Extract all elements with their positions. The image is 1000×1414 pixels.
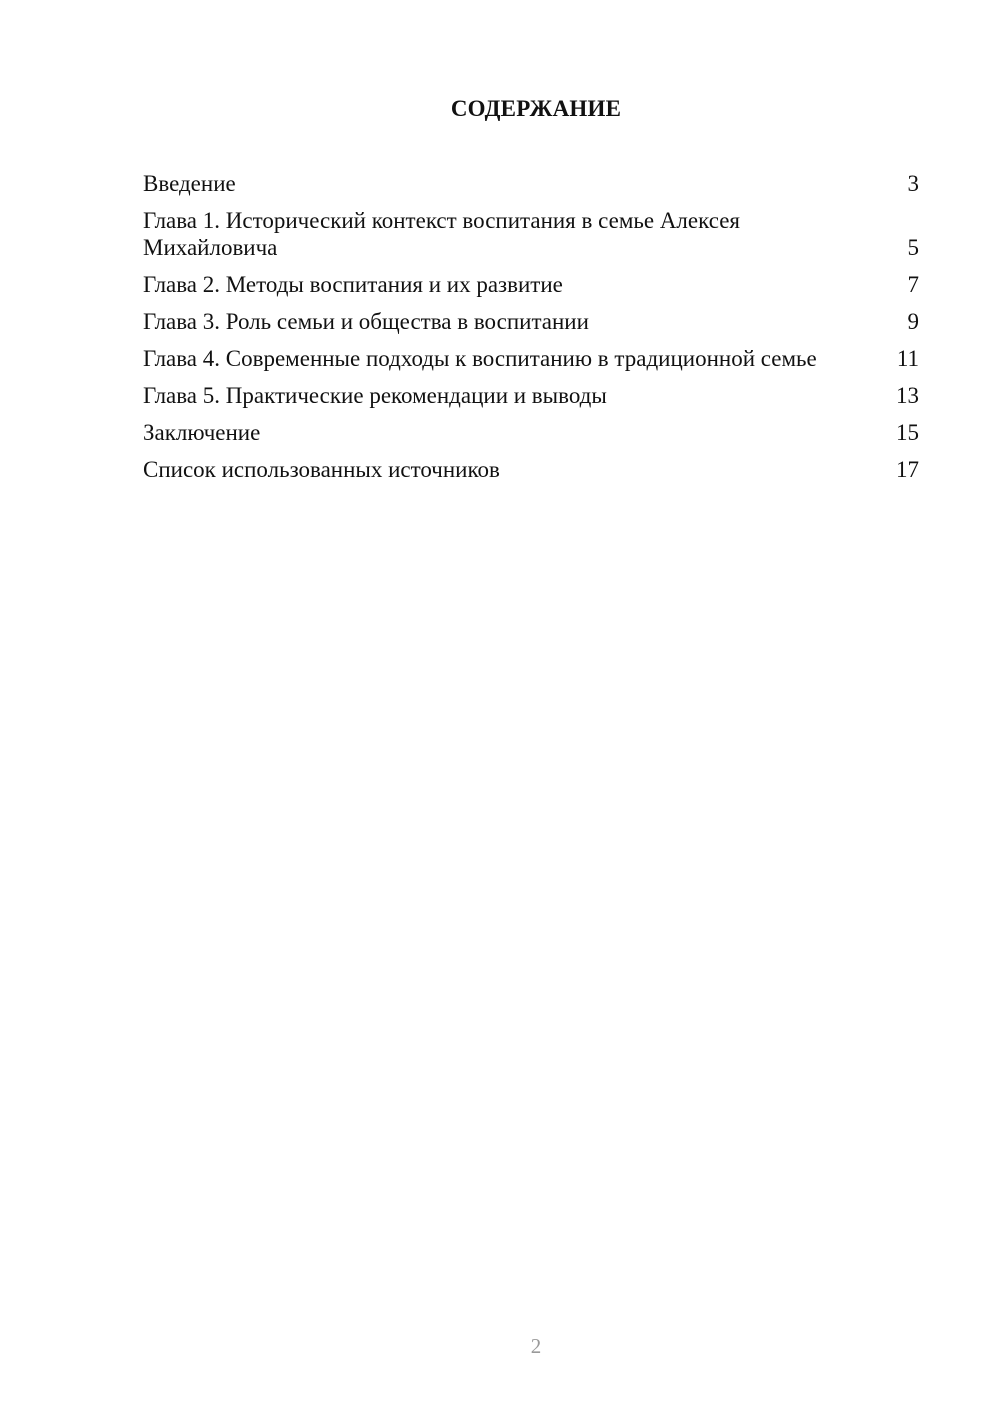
toc-entry-text: Глава 5. Практические рекомендации и выводы xyxy=(143,383,607,408)
toc-entry-text: Глава 4. Современные подходы к воспитанию в традиционной семье xyxy=(143,346,817,371)
toc-entry-page: 5 xyxy=(907,235,919,260)
toc-entry-page: 15 xyxy=(896,420,919,445)
toc-entry-chapter-3 xyxy=(143,308,919,335)
toc-entry-page: 11 xyxy=(896,346,919,371)
toc-entry-text: Глава 3. Роль семьи и общества в воспитании xyxy=(143,309,589,334)
toc-entry-references xyxy=(143,456,919,483)
toc-entry-chapter-1 xyxy=(143,207,919,261)
toc-entry-text: Введение xyxy=(143,171,236,196)
toc-entry-chapter-5 xyxy=(143,382,919,409)
toc-entry-text: Глава 2. Методы воспитания и их развитие xyxy=(143,272,563,297)
toc-entry-text: Глава 1. Исторический контекст воспитания в семье Алексея Михайловича xyxy=(143,208,741,260)
toc-entry-page: 13 xyxy=(896,383,919,408)
page-title: СОДЕРЖАНИЕ xyxy=(450,96,622,121)
toc-entry-conclusion xyxy=(143,419,919,446)
toc-entry-chapter-2 xyxy=(143,271,919,298)
toc-entry-chapter-4 xyxy=(143,345,919,372)
toc-entry-page: 17 xyxy=(896,457,919,482)
toc-entry-page: 3 xyxy=(907,171,919,196)
table-of-contents xyxy=(143,170,919,493)
toc-entry-introduction xyxy=(143,170,919,197)
toc-entry-page: 9 xyxy=(907,309,919,334)
toc-entry-text: Заключение xyxy=(143,420,261,445)
toc-entry-page: 7 xyxy=(907,272,919,297)
toc-entry-text: Список использованных источников xyxy=(143,457,500,482)
page-number: 2 xyxy=(530,1334,542,1358)
